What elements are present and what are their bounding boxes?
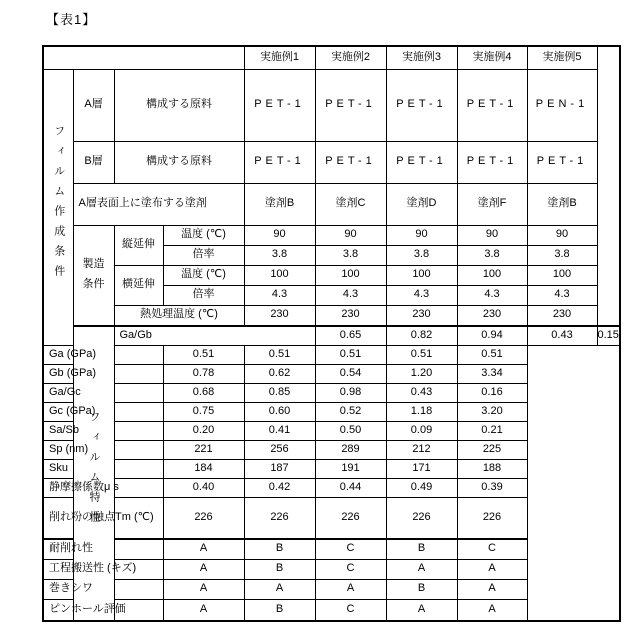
value-cell: 0.21 <box>457 421 527 440</box>
value-cell: 0.54 <box>315 364 386 383</box>
table-row <box>43 402 620 421</box>
value-cell: 191 <box>315 459 386 478</box>
value-cell: A <box>386 599 457 621</box>
value-cell: 塗剤B <box>527 183 597 225</box>
value-cell: A <box>163 559 244 579</box>
material-label: 構成する原料 <box>114 69 244 141</box>
property-label: ピンホール評価 <box>43 599 163 621</box>
table-row <box>43 141 620 183</box>
value-cell: 0.78 <box>163 364 244 383</box>
value-cell: 3.34 <box>457 364 527 383</box>
value-cell: 3.8 <box>386 245 457 265</box>
value-cell: 0.50 <box>315 421 386 440</box>
value-cell: 212 <box>386 440 457 459</box>
value-cell: 0.43 <box>386 383 457 402</box>
table-row <box>43 421 620 440</box>
value-cell: 0.60 <box>244 402 315 421</box>
layer-a-label: A層 <box>73 69 114 141</box>
value-cell: 226 <box>163 497 244 539</box>
value-cell: A <box>163 599 244 621</box>
process-conditions-label: 製造 条件 <box>73 225 114 326</box>
value-cell: 221 <box>163 440 244 459</box>
value-cell: 90 <box>527 225 597 245</box>
value-cell: A <box>386 559 457 579</box>
table-row <box>43 305 620 326</box>
value-cell: 256 <box>244 440 315 459</box>
value-cell: PET-1 <box>386 141 457 183</box>
value-cell: 4.3 <box>457 285 527 305</box>
property-label: Ga/Gc <box>43 383 163 402</box>
value-cell: PET-1 <box>457 69 527 141</box>
corner-cell <box>43 46 244 69</box>
value-cell: 0.43 <box>527 326 597 345</box>
value-cell: 90 <box>315 225 386 245</box>
property-label: Gb (GPa) <box>43 364 163 383</box>
value-cell: 3.8 <box>527 245 597 265</box>
value-cell: 塗剤D <box>386 183 457 225</box>
value-cell: 225 <box>457 440 527 459</box>
layer-b-label: B層 <box>73 141 114 183</box>
value-cell: 0.51 <box>244 345 315 364</box>
value-cell: 0.94 <box>457 326 527 345</box>
material-label: 構成する原料 <box>114 141 244 183</box>
value-cell: 3.8 <box>244 245 315 265</box>
value-cell: 171 <box>386 459 457 478</box>
value-cell: 226 <box>386 497 457 539</box>
value-cell: 230 <box>315 305 386 326</box>
value-cell: A <box>315 579 386 599</box>
property-label: 耐削れ性 <box>43 539 163 559</box>
property-label: Ga/Gb <box>114 326 315 345</box>
value-cell: PET-1 <box>244 69 315 141</box>
value-cell: C <box>457 539 527 559</box>
value-cell: 100 <box>386 265 457 285</box>
heat-treatment-label: 熱処理温度 (℃) <box>114 305 244 326</box>
value-cell: 289 <box>315 440 386 459</box>
value-cell: C <box>315 539 386 559</box>
value-cell: PET-1 <box>527 141 597 183</box>
value-cell: 0.49 <box>386 478 457 497</box>
value-cell: 0.40 <box>163 478 244 497</box>
value-cell: B <box>244 539 315 559</box>
value-cell: B <box>386 539 457 559</box>
value-cell: B <box>386 579 457 599</box>
value-cell: 0.20 <box>163 421 244 440</box>
value-cell: 0.68 <box>163 383 244 402</box>
value-cell: C <box>315 559 386 579</box>
value-cell: 0.75 <box>163 402 244 421</box>
value-cell: A <box>457 599 527 621</box>
value-cell: 0.51 <box>315 345 386 364</box>
data-table <box>42 45 621 622</box>
value-cell: 0.52 <box>315 402 386 421</box>
table-row <box>43 364 620 383</box>
coating-label: A層表面上に塗布する塗剤 <box>73 183 244 225</box>
value-cell: 230 <box>527 305 597 326</box>
table-row <box>43 599 620 621</box>
table-row <box>43 497 620 539</box>
property-label: 削れ粉の融点Tm (℃) <box>43 497 163 539</box>
table-row <box>43 345 620 364</box>
value-cell: 100 <box>527 265 597 285</box>
ratio-label: 倍率 <box>163 285 244 305</box>
value-cell: 0.16 <box>457 383 527 402</box>
value-cell: 90 <box>457 225 527 245</box>
column-header: 実施例1 <box>244 46 315 69</box>
value-cell: 塗剤F <box>457 183 527 225</box>
value-cell: 1.20 <box>386 364 457 383</box>
value-cell: 4.3 <box>386 285 457 305</box>
property-label: Sku <box>43 459 163 478</box>
value-cell: 1.18 <box>386 402 457 421</box>
ratio-label: 倍率 <box>163 245 244 265</box>
table-row <box>43 69 620 141</box>
column-header: 実施例4 <box>457 46 527 69</box>
value-cell: C <box>315 599 386 621</box>
value-cell: 4.3 <box>315 285 386 305</box>
property-label: Gc (GPa) <box>43 402 163 421</box>
td-stretch-label: 横延伸 <box>114 265 163 305</box>
value-cell: 226 <box>244 497 315 539</box>
table-row <box>43 559 620 579</box>
value-cell: 塗剤B <box>244 183 315 225</box>
table-row <box>43 326 620 345</box>
value-cell: 0.98 <box>315 383 386 402</box>
value-cell: 184 <box>163 459 244 478</box>
property-label: Sp (nm) <box>43 440 163 459</box>
value-cell: 90 <box>244 225 315 245</box>
value-cell: 3.20 <box>457 402 527 421</box>
table-row <box>43 265 620 285</box>
column-header: 実施例2 <box>315 46 386 69</box>
value-cell: 0.44 <box>315 478 386 497</box>
table-row <box>43 459 620 478</box>
value-cell: 100 <box>457 265 527 285</box>
table-row <box>43 478 620 497</box>
table-row <box>43 383 620 402</box>
property-label: 巻きシワ <box>43 579 163 599</box>
value-cell: PEN-1 <box>527 69 597 141</box>
value-cell: 188 <box>457 459 527 478</box>
table-row <box>43 440 620 459</box>
property-label: 工程搬送性 (キズ) <box>43 559 163 579</box>
temp-label: 温度 (℃) <box>163 265 244 285</box>
table-row <box>43 539 620 559</box>
value-cell: 0.51 <box>457 345 527 364</box>
value-cell: 3.8 <box>315 245 386 265</box>
value-cell: 100 <box>244 265 315 285</box>
md-stretch-label: 縦延伸 <box>114 225 163 265</box>
table-caption: 【表1】 <box>46 12 97 27</box>
value-cell: 230 <box>386 305 457 326</box>
value-cell: 230 <box>457 305 527 326</box>
column-header: 実施例3 <box>386 46 457 69</box>
table-row <box>43 183 620 225</box>
value-cell: 187 <box>244 459 315 478</box>
value-cell: 0.39 <box>457 478 527 497</box>
table-row <box>43 579 620 599</box>
property-label: Sa/Sb <box>43 421 163 440</box>
value-cell: 0.65 <box>315 326 386 345</box>
temp-label: 温度 (℃) <box>163 225 244 245</box>
header-row <box>43 46 620 69</box>
value-cell: 226 <box>315 497 386 539</box>
value-cell: 0.82 <box>386 326 457 345</box>
value-cell: B <box>244 599 315 621</box>
value-cell: PET-1 <box>244 141 315 183</box>
value-cell: 0.62 <box>244 364 315 383</box>
value-cell: 100 <box>315 265 386 285</box>
value-cell: 226 <box>457 497 527 539</box>
value-cell: PET-1 <box>457 141 527 183</box>
value-cell: 0.09 <box>386 421 457 440</box>
value-cell: B <box>244 559 315 579</box>
vertical-section-text: フィルム特性 <box>88 411 100 532</box>
value-cell: 4.3 <box>244 285 315 305</box>
value-cell: 230 <box>244 305 315 326</box>
value-cell: A <box>244 579 315 599</box>
value-cell: 0.42 <box>244 478 315 497</box>
value-cell: 0.85 <box>244 383 315 402</box>
value-cell: PET-1 <box>315 69 386 141</box>
section-label-film-conditions <box>43 69 73 345</box>
vertical-section-text: フィルム作成条件 <box>52 124 65 285</box>
value-cell: 3.8 <box>457 245 527 265</box>
value-cell: 0.15 <box>597 326 620 345</box>
value-cell: A <box>457 579 527 599</box>
value-cell: PET-1 <box>315 141 386 183</box>
value-cell: 90 <box>386 225 457 245</box>
value-cell: 塗剤C <box>315 183 386 225</box>
value-cell: 0.51 <box>163 345 244 364</box>
value-cell: 4.3 <box>527 285 597 305</box>
value-cell: PET-1 <box>386 69 457 141</box>
property-label: Ga (GPa) <box>43 345 163 364</box>
value-cell: 0.51 <box>386 345 457 364</box>
value-cell: 0.41 <box>244 421 315 440</box>
value-cell: A <box>163 579 244 599</box>
value-cell: A <box>163 539 244 559</box>
column-header: 実施例5 <box>527 46 597 69</box>
property-label: 静摩擦係数μ s <box>43 478 163 497</box>
table-row <box>43 225 620 245</box>
value-cell: A <box>457 559 527 579</box>
